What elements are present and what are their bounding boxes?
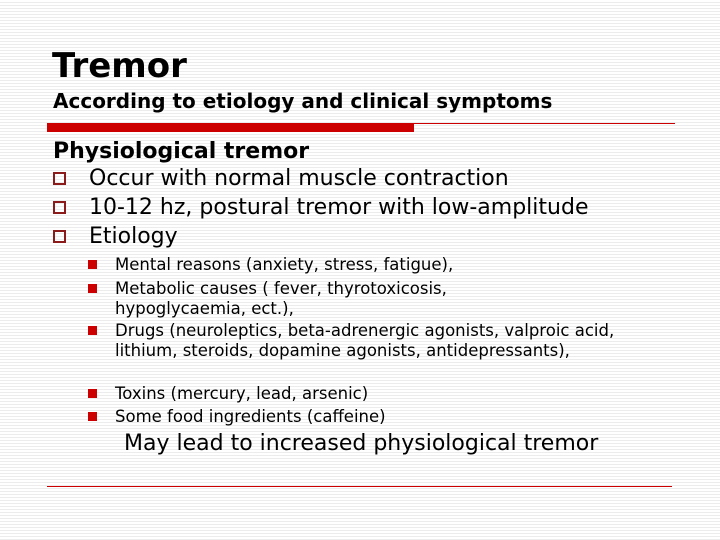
filled-square-bullet-icon	[88, 412, 97, 421]
sub-bullet-text: Mental reasons (anxiety, stress, fatigue),	[115, 255, 454, 274]
filled-square-bullet-icon	[88, 389, 97, 398]
sub-bullet-item	[88, 321, 648, 361]
filled-square-bullet-icon	[88, 284, 97, 293]
hollow-square-bullet-icon	[53, 172, 66, 185]
conclusion-text: May lead to increased physiological tremor	[124, 431, 599, 456]
bullet-text: Occur with normal muscle contraction	[89, 166, 509, 191]
sub-bullet-item	[88, 407, 648, 427]
sub-bullet-text: Metabolic causes ( fever, thyrotoxicosis, hypoglycaemia, ect.),	[115, 279, 447, 318]
filled-square-bullet-icon	[88, 326, 97, 335]
bullet-item	[53, 166, 509, 191]
sub-bullet-text: Drugs (neuroleptics, beta-adrenergic agonists, valproic acid, lithium, steroids, dopamine agonists, antidepressants),	[115, 321, 615, 360]
accent-bar	[47, 124, 414, 132]
bullet-item	[53, 195, 588, 220]
hollow-square-bullet-icon	[53, 201, 66, 214]
bullet-item	[53, 224, 178, 249]
slide-title: Tremor	[52, 46, 187, 86]
sub-bullet-text: Toxins (mercury, lead, arsenic)	[115, 384, 369, 403]
slide-subtitle: According to etiology and clinical symptoms	[53, 89, 553, 113]
footer-divider	[47, 486, 672, 487]
filled-square-bullet-icon	[88, 260, 97, 269]
bullet-text: 10-12 hz, postural tremor with low-amplitude	[89, 195, 589, 220]
sub-bullet-item	[88, 384, 648, 404]
bullet-text: Etiology	[89, 224, 178, 249]
section-heading: Physiological tremor	[53, 139, 310, 164]
sub-bullet-item	[88, 255, 648, 275]
sub-bullet-item	[88, 279, 558, 319]
hollow-square-bullet-icon	[53, 230, 66, 243]
sub-bullet-text: Some food ingredients (caffeine)	[115, 407, 386, 426]
